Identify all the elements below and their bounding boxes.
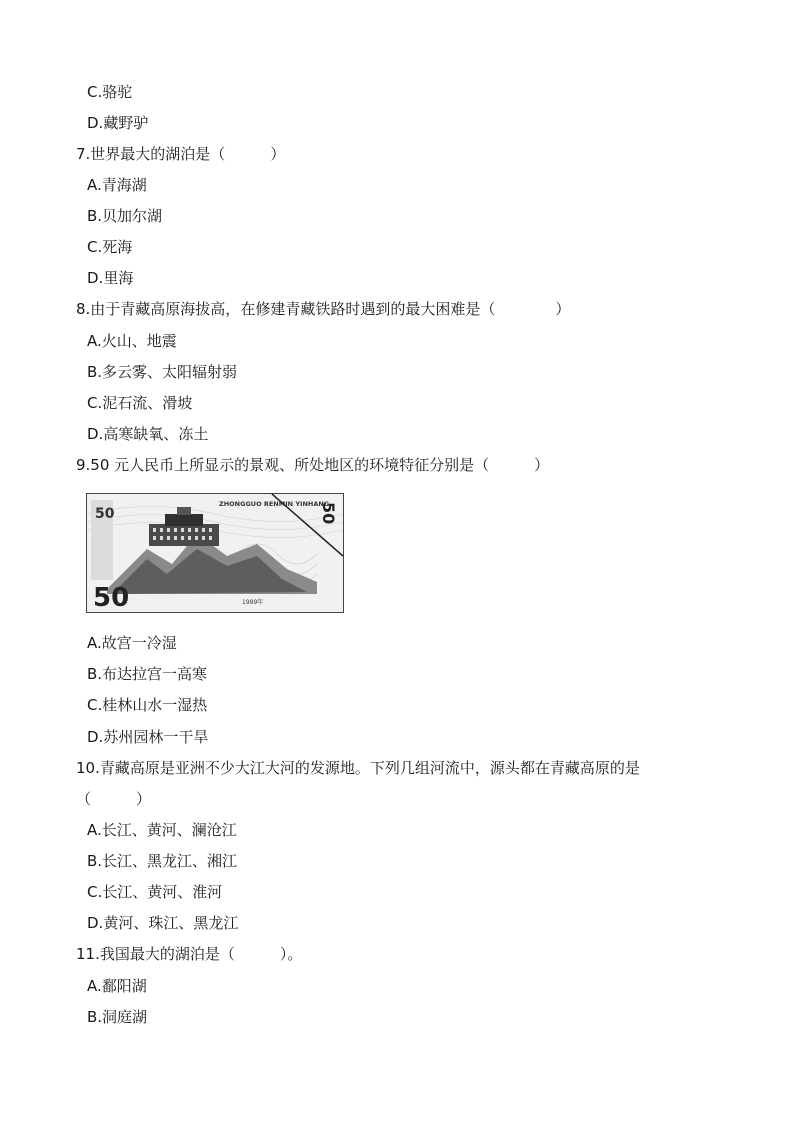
q11-option-a: A.鄱阳湖 xyxy=(87,977,147,995)
banknote-pinyin: ZHONGGUO RENMIN YINHANG xyxy=(219,500,330,508)
q7-option-b: B.贝加尔湖 xyxy=(87,207,163,225)
banknote-denomination-top: 50 xyxy=(95,506,115,522)
q9-option-d: D.苏州园林一干旱 xyxy=(87,728,209,746)
q9-option-b: B.布达拉宫一高寒 xyxy=(87,665,208,683)
banknote-year: 1999年 xyxy=(242,599,264,606)
q10-stem-continuation: （ ） xyxy=(76,790,152,808)
q8-option-a: A.火山、地震 xyxy=(87,332,177,350)
q10-option-b: B.长江、黑龙江、湘江 xyxy=(87,852,238,870)
q9-option-a: A.故宫一冷湿 xyxy=(87,634,177,652)
q7-option-d: D.里海 xyxy=(87,269,134,287)
q8-stem: 8.由于青藏高原海拔高，在修建青藏铁路时遇到的最大困难是（ ） xyxy=(76,300,571,318)
q8-option-b: B.多云雾、太阳辐射弱 xyxy=(87,363,238,381)
q9-stem: 9.50 元人民币上所显示的景观、所处地区的环境特征分别是（ ） xyxy=(76,456,550,474)
q11-stem: 11.我国最大的湖泊是（ ）。 xyxy=(76,945,303,963)
q10-option-a: A.长江、黄河、澜沧江 xyxy=(87,821,237,839)
banknote-denomination-bottom: 50 xyxy=(93,583,130,612)
q10-option-d: D.黄河、珠江、黑龙江 xyxy=(87,914,239,932)
q10-option-c: C.长江、黄河、淮河 xyxy=(87,883,223,901)
q8-option-c: C.泥石流、滑坡 xyxy=(87,394,193,412)
q7-stem: 7.世界最大的湖泊是（ ） xyxy=(76,145,286,163)
q8-option-d: D.高寒缺氧、冻土 xyxy=(87,425,209,443)
banknote-denomination-right: 50 xyxy=(319,502,338,525)
q11-option-b: B.洞庭湖 xyxy=(87,1008,148,1026)
q6-option-d: D.藏野驴 xyxy=(87,114,149,132)
q10-stem: 10.青藏高原是亚洲不少大江大河的发源地。下列几组河流中，源头都在青藏高原的是 xyxy=(76,759,640,777)
banknote-image xyxy=(86,493,344,613)
banknote-illustration xyxy=(87,494,343,612)
q7-option-c: C.死海 xyxy=(87,238,133,256)
q6-option-c: C.骆驼 xyxy=(87,83,133,101)
q9-option-c: C.桂林山水一湿热 xyxy=(87,696,208,714)
q7-option-a: A.青海湖 xyxy=(87,176,147,194)
